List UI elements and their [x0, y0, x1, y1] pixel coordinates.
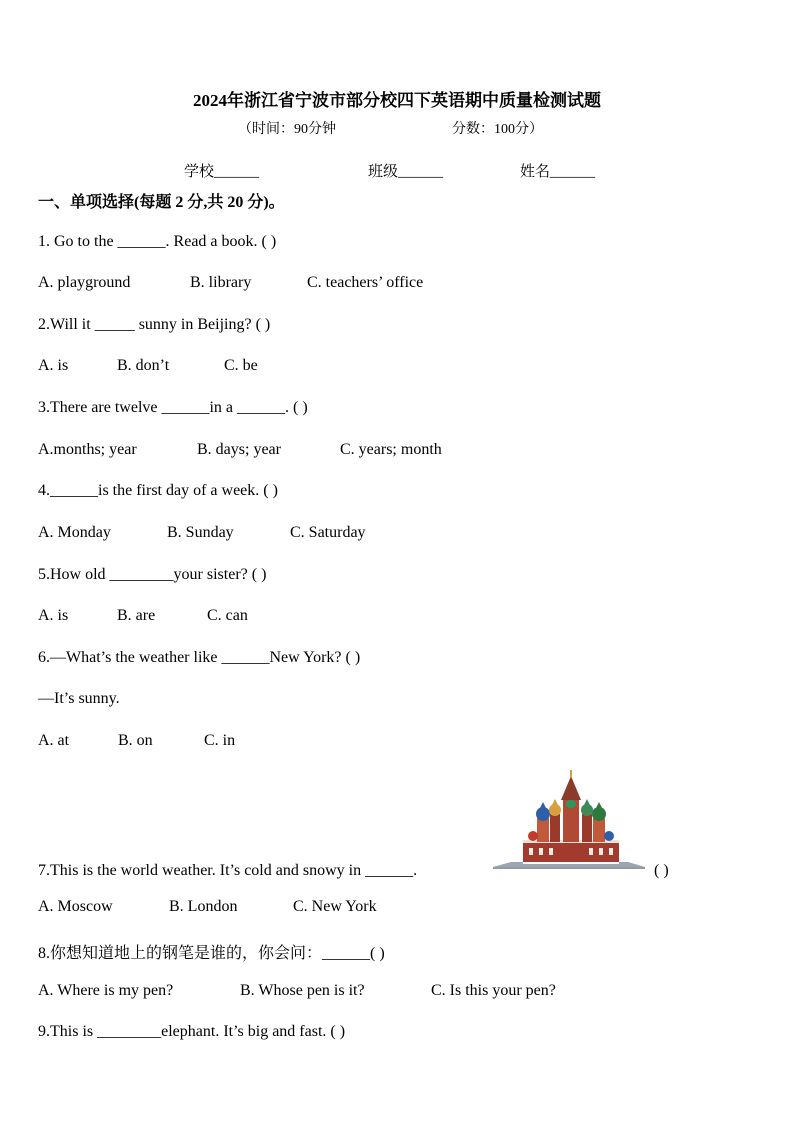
q6-option-c: C. in	[204, 732, 236, 749]
q7-answer-paren: ( )	[654, 862, 669, 879]
q6-reply: —It’s sunny.	[38, 690, 120, 707]
question-8: 8.你想知道地上的钢笔是谁的，你会问：______( )	[38, 945, 385, 962]
q8-option-b: B. Whose pen is it?	[240, 982, 365, 999]
q2-option-a: A. is	[38, 357, 69, 374]
question-9: 9.This is ________elephant. It’s big and fast. ( )	[38, 1023, 346, 1040]
exam-score: 分数：100分）	[452, 122, 543, 137]
question-6: 6.—What’s the weather like ______New York? ( )	[38, 649, 361, 666]
q1-option-b: B. library	[190, 274, 252, 291]
question-7: 7.This is the world weather. It’s cold and snowy in ______.	[38, 862, 418, 879]
page-title: 2024年浙江省宁波市部分校四下英语期中质量检测试题	[193, 91, 601, 110]
q7-option-c: C. New York	[293, 898, 377, 915]
q6-option-a: A. at	[38, 732, 70, 749]
q6-option-b: B. on	[118, 732, 153, 749]
q3-option-a: A.months; year	[38, 441, 137, 458]
q4-option-c: C. Saturday	[290, 524, 366, 541]
moscow-cathedral-image	[493, 770, 645, 870]
q8-option-c: C. Is this your pen?	[431, 982, 556, 999]
q1-option-a: A. playground	[38, 274, 131, 291]
q7-option-b: B. London	[169, 898, 238, 915]
question-5: 5.How old ________your sister? ( )	[38, 566, 267, 583]
class-field: 班级______	[368, 164, 444, 180]
q2-option-c: C. be	[224, 357, 258, 374]
question-1: 1. Go to the ______. Read a book. ( )	[38, 233, 277, 250]
q3-option-b: B. days; year	[197, 441, 281, 458]
question-4: 4.______is the first day of a week. ( )	[38, 482, 278, 499]
school-field: 学校______	[184, 164, 260, 180]
q5-option-a: A. is	[38, 607, 69, 624]
q2-option-b: B. don’t	[117, 357, 170, 374]
q5-option-b: B. are	[117, 607, 156, 624]
q1-option-c: C. teachers’ office	[307, 274, 424, 291]
q8-option-a: A. Where is my pen?	[38, 982, 174, 999]
q4-option-a: A. Monday	[38, 524, 111, 541]
section-heading: 一、单项选择(每题 2 分,共 20 分)。	[38, 194, 285, 211]
exam-time: （时间：90分钟	[238, 122, 336, 137]
q7-option-a: A. Moscow	[38, 898, 113, 915]
q3-option-c: C. years; month	[340, 441, 442, 458]
name-field: 姓名______	[520, 164, 596, 180]
question-3: 3.There are twelve ______in a ______. ( )	[38, 399, 308, 416]
q5-option-c: C. can	[207, 607, 248, 624]
q4-option-b: B. Sunday	[167, 524, 234, 541]
question-2: 2.Will it _____ sunny in Beijing? ( )	[38, 316, 271, 333]
